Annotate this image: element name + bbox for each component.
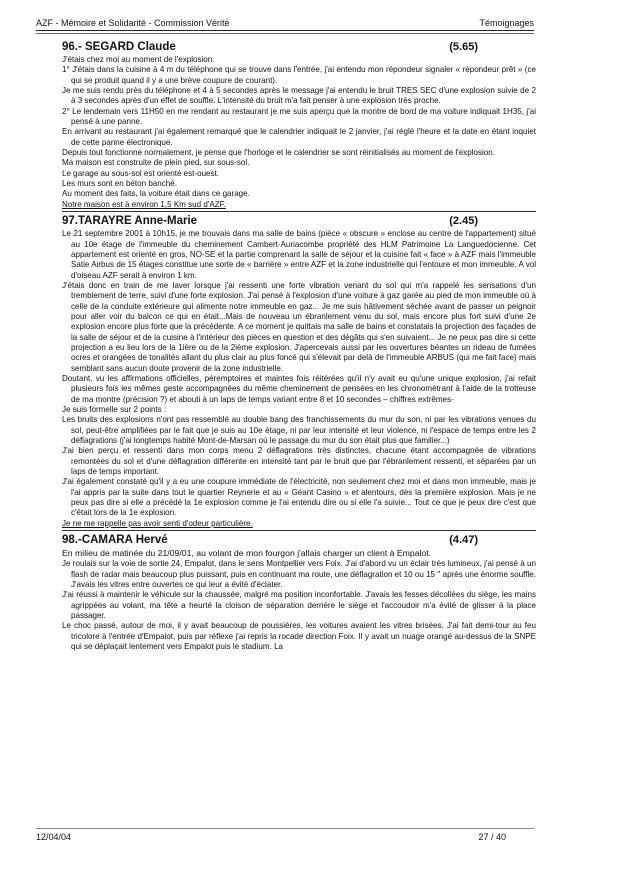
paragraph: Le choc passé, autour de moi, il y avait beaucoup de poussières, les voitures avaient les vitres brisées. J'ai fait demi-tour au feu tricolore à l'entrée d'Empalot, puis par réflexe j'ai repris la rocade direction Foix. Il y avait un nuage orangé au-dessus de la SNPE qui se déplaçait lentement vers Empalot puis le stadium. La: [62, 621, 536, 652]
paragraph: Je ne me rappelle pas avoir senti d'odeur particulière.: [62, 518, 253, 528]
paragraph: Depuis tout fonctionne normalement, je pense que l'horloge et le calendrier se sont réinitialisés au moment de l'explosion.: [62, 148, 495, 158]
paragraph: Je suis formelle sur 2 points :: [62, 405, 167, 414]
entry-title: 97.TARAYRE Anne-Marie: [62, 215, 198, 228]
header-section: Témoignages: [479, 18, 534, 28]
header-rule: [36, 30, 534, 31]
paragraph: En milieu de matinée du 21/09/01, au volant de mon fourgon j'allais charger un client à Empalot.: [62, 548, 432, 559]
header-title: AZF - Mémoire et Solidarité - Commission Vérité: [36, 18, 230, 28]
page-footer: [36, 832, 534, 846]
footer-date: 12/04/04: [36, 832, 72, 842]
paragraph: J'ai bien perçu et ressenti dans mon corps menu 2 déflagrations très distinctes, chacune étant accompagnée de vibrations remontées du sol et d'une déflagration différente en intensité tant par le bruit que par l'ébranlement ressenti, et séparées par un laps de temps important.: [62, 446, 536, 477]
paragraph: 2° Le lendemain vers 11H50 en me rendant au restaurant je me suis aperçu que la montre de bord de ma voiture indiquait 1H35, j'ai pensé à une panne.: [62, 106, 536, 127]
testimonies: [62, 40, 536, 652]
paragraph: J'ai également constaté qu'il y a eu une coupure immédiate de l'électricité, non seulement chez moi et dans mon immeuble, mais je l'ai appris par la suite dans tout le quartier Reynerie et au « Géant Casino » et alentours, dès la première explosion. Mais je ne peux pas dire si elle a précédé la 1e explosion comme je l'ai entendu dire ou si elle l'a suivie... Tout ce que je peux dire c'est que c'était lors de la 1e explosion.: [62, 477, 536, 518]
entry-heading: [62, 533, 536, 548]
paragraph: Ma maison est construite de plein pied, sur sous-sol.: [62, 158, 250, 168]
entry-separator: [62, 211, 536, 212]
paragraph: Doutant, vu les affirmations officielles, péremptoires et maintes fois réitérées qu'il n'y avait eu qu'une unique explosion, j'ai refait plusieurs fois les mêmes geste accompagnées du même cheminement de pensées en les chronométrant à l'aide de la trotteuse de ma montre (précision ?) et abouti à un laps de temps variant entre 8 et 10 secondes – chiffres extrêmes-: [62, 373, 536, 404]
paragraph: J'étais donc en train de me laver lorsque j'ai ressenti une forte vibration venant du sol qui m'a rappelé les sensations d'un tremblement de terre, suivi d'une forte explosion. J'ai pensé à l'explosion d'une voiture à gaz garée au pied de mon immeuble où à celle de la conduite extérieure qui alimente notre immeuble en gaz... Je me suis hâtivement séchée avant de passer un peignoir pour aller voir du balcon ce qui en était...Mais de nouveau un ébranlement venu du sol, mais encore plus fort suivi d'une 2e explosion encore plus forte que la précédente. A ce moment je quittais ma salle de bains et constatais la projection des façades de la salle de séjour et de la cuisine à l'intérieur des pièces en question et des dégâts qui s'en suivaient... Je ne peux pas dire si cette projection a eu lieu lors de la 1ière ou de la 2ième explosion. J'apercevais aussi par les ouvertures béantes un rideau de fumées ocres et orangées de tonalités allant du plus clair au plus foncé qui s'élevait par delà de l'immeuble ARBUS (qui me fait face) mais semblant sans aucun doute provenir de la zone industrielle.: [62, 280, 536, 373]
entry-title: 98.-CAMARA Hervé: [62, 534, 168, 547]
paragraph: J'étais chez moi au moment de l'explosion.: [62, 55, 215, 64]
paragraph: Les murs sont en béton banché.: [62, 179, 177, 189]
entry-heading: [62, 214, 536, 229]
header-rule-secondary: [36, 33, 534, 34]
paragraph: Je roulais sur la voie de sortie 24, Empalot, dans le sens Montpellier vers Foix. J'ai d'abord vu un éclair très lumineux, j'ai pensé à un flash de radar mais beaucoup plus puissant, puis en continuant ma route, une déflagration et 10 ou 15 '' après une énorme souffle. J'avais les vitres entre ouvertes ce qui leur a évité d'éclater.: [62, 559, 536, 590]
paragraph: En arrivant au restaurant j'ai également remarqué que le calendrier indiquait le 2 janvier, j'ai réglé l'heure et la date en étant inquiet de cette panne électronique.: [62, 127, 536, 147]
paragraph: Le 21 septembre 2001 à 10h15, je me trouvais dans ma salle de bains (pièce « obscure » enclose au centre de l'appartement) situé au 10e étage de l'immeuble du cheminement Cambert-Auriacombe propriété des HLM Patrimoine La Languedocienne. Cet appartement est orienté en gros, NO-SE et la partie comprenant la salle de séjour et la cuisine fait « face » à AZF mais l'immeuble Satie Airbus de 15 étages constitue une sorte de « barrière » entre AZF et la zone industrielle qui l'entoure et mon immeuble. A vol d'oiseau AZF serait à environ 1 km.: [62, 229, 536, 280]
paragraph: Le garage au sous-sol est orienté est-ouest.: [62, 168, 220, 178]
paragraph: Je me suis rendu près du téléphone et 4 à 5 secondes après le message j'ai entendu le bruit TRES SEC d'une explosion suivie de 2 à 3 secondes après d'un effet de souffle. L'intensité du bruit m'a fait penser à une explosion très proche.: [62, 86, 536, 106]
entry-heading: [62, 40, 536, 55]
entry-number: (5.65): [449, 41, 478, 53]
paragraph: 1° J'étais dans la cuisine à 4 m du téléphone qui se trouve dans l'entrée, j'ai entendu mon répondeur signaler « répondeur prêt » (ce qui se produit quand il y a une brève coupure de courant).: [62, 65, 536, 85]
paragraph: J'ai réussi à maintenir le véhicule sur la chaussée, malgré ma position inconfortable. J'avais les fesses décollées du siège, les mains agrippées au volant, ma tête a heurté la cloison de séparation derrière le siège et l'accoudoir m'a évité de glisser à la place passager.: [62, 590, 536, 621]
page-header: [36, 16, 534, 30]
entry-title: 96.- SEGARD Claude: [62, 41, 176, 53]
entry-separator: [62, 530, 536, 531]
footer-rule: [36, 828, 534, 829]
page-number: 27 / 40: [478, 832, 506, 842]
entry-number: (4.47): [449, 534, 478, 547]
paragraph: Les bruits des explosions n'ont pas ressemblé au double bang des franchissements du mur du son, ni par les vibrations venues du sol, peut-être amplifiées par le fait que je suis au 10e étage, ni par leur intensité et leur violence, ni l'espace de temps entre les 2 déflagrations (j'ai longtemps habité Mont-de-Marsan où le passage du mur du son était plus que familier...): [62, 415, 536, 446]
entry-number: (2.45): [449, 215, 478, 228]
paragraph: Notre maison est à environ 1,5 Km sud d'AZF.: [62, 199, 226, 209]
paragraph: Au moment des faits, la voiture était dans ce garage.: [62, 189, 250, 199]
